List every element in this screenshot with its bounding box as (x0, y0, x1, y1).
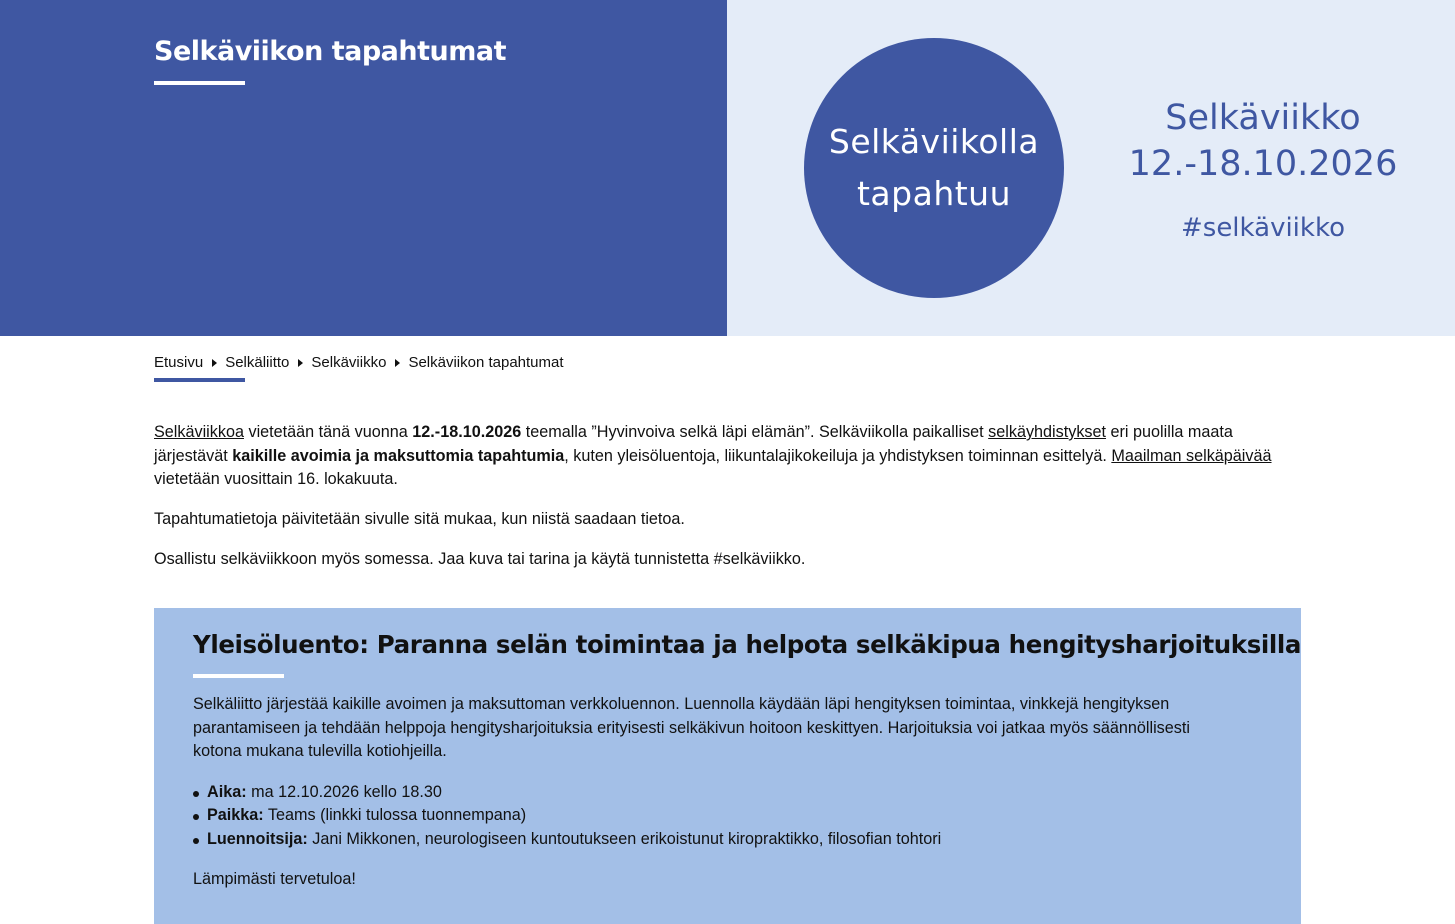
intro-text: , kuten yleisöluentoja, liikuntalajikokeiluja ja yhdistyksen toiminnan esittelyä. (564, 446, 1112, 465)
detail-value: Teams (linkki tulossa tuonnempana) (263, 806, 527, 824)
detail-value: ma 12.10.2026 kello 18.30 (246, 782, 442, 801)
intro-bold-events: kaikille avoimia ja maksuttomia tapahtumia (232, 446, 565, 465)
hero-circle-badge (804, 38, 1064, 298)
week-hashtag: #selkäviikko (1180, 213, 1345, 243)
event-title: Yleisöluento: Paranna selän toimintaa ja helpota selkäkipua hengitysharjoituksilla (193, 630, 1302, 659)
breadcrumb-link-selkaviikko[interactable]: Selkäviikko (311, 354, 387, 371)
breadcrumb-separator-icon (212, 359, 217, 367)
week-title: Selkäviikko (1165, 98, 1361, 138)
detail-label: Luennoitsija: (207, 829, 308, 848)
maailman-selkapaiva-link[interactable]: Maailman selkäpäivää (1111, 446, 1272, 465)
intro-paragraph-1 (154, 421, 1304, 492)
event-title-underline (193, 674, 284, 678)
event-details-list (193, 781, 1223, 852)
intro-dates: 12.-18.10.2026 (412, 423, 522, 441)
event-detail-lecturer (193, 828, 1223, 852)
breadcrumb-link-etusivu[interactable]: Etusivu (154, 354, 204, 371)
intro-text: eri puolilla maata järjestävät (154, 423, 1233, 465)
intro-text: vietetään tänä vuonna (243, 423, 413, 441)
intro-paragraph-2: Tapahtumatietoja päivitetään sivulle sitä mukaa, kun niistä saadaan tietoa. (154, 510, 685, 528)
circle-text-line2: tapahtuu (856, 174, 1011, 213)
event-closing: Lämpimästi tervetuloa! (193, 870, 356, 888)
event-description: Selkäliitto järjestää kaikille avoimen ja maksuttoman verkkoluennon. Luennolla käydään läpi hengityksen toimintaa, vinkkejä hengityksen parantamiseen ja tehdään helppoja hengitysharjoituksia erityisesti selkäkivun hoitoon keskittyen. Harjoituksia voi jatkaa myös säännöllisesti kotona mukana tulevilla kotiohjeilla. (193, 695, 1190, 760)
detail-value: Jani Mikkonen, neurologiseen kuntoutukseen erikoistunut kiropraktikko, filosofian tohtori (307, 829, 942, 848)
event-body (193, 693, 1223, 909)
selkayhdistykset-link[interactable]: selkäyhdistykset (988, 423, 1107, 441)
intro-paragraph-3: Osallistu selkäviikkoon myös somessa. Jaa kuva tai tarina ja käytä tunnistetta #selkäviikko. (154, 550, 806, 568)
breadcrumb (154, 354, 564, 371)
event-detail-time (193, 781, 1223, 805)
breadcrumb-link-selkaliitto[interactable]: Selkäliitto (225, 354, 290, 371)
title-underline (154, 81, 245, 85)
selkaviikko-link[interactable]: Selkäviikkoa (154, 423, 244, 441)
page-title: Selkäviikon tapahtumat (154, 36, 506, 67)
detail-label: Aika: (207, 782, 247, 801)
intro-section (154, 421, 1304, 588)
circle-text-line1: Selkäviikolla (828, 122, 1040, 161)
event-detail-place (193, 804, 1223, 828)
breadcrumb-separator-icon (395, 359, 400, 367)
week-info (1100, 95, 1426, 243)
detail-label: Paikka: (207, 806, 264, 824)
intro-text: teemalla ”Hyvinvoiva selkä läpi elämän”. Selkäviikolla paikalliset (521, 423, 989, 441)
breadcrumb-current: Selkäviikon tapahtumat (408, 354, 564, 371)
event-card (154, 608, 1301, 924)
breadcrumb-separator-icon (298, 359, 303, 367)
intro-text: vietetään vuosittain 16. lokakuuta. (154, 470, 398, 488)
hero-banner (0, 0, 1455, 336)
breadcrumb-underline (154, 378, 245, 382)
week-dates: 12.-18.10.2026 (1128, 144, 1398, 184)
